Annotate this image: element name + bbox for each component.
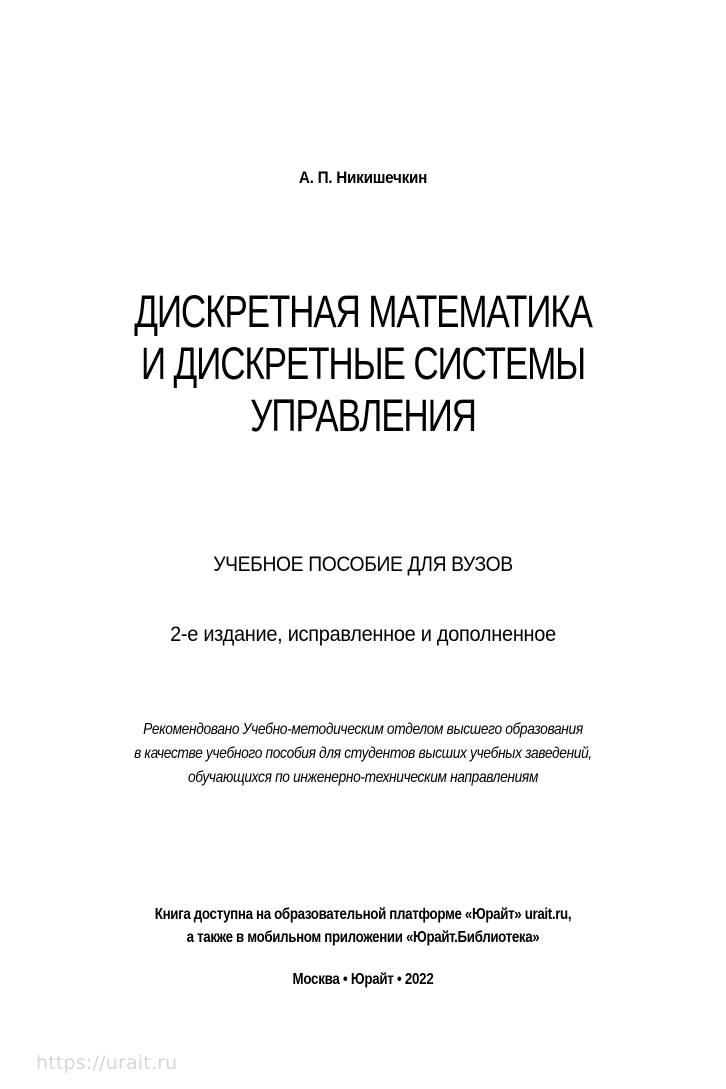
book-title-line-2: И ДИСКРЕТНЫЕ СИСТЕМЫ — [140, 338, 586, 389]
book-title — [80, 286, 646, 442]
platform-availability — [51, 903, 675, 949]
book-subtitle: УЧЕБНОЕ ПОСОБИЕ ДЛЯ ВУЗОВ — [213, 553, 513, 576]
recommendation-line-2: в качестве учебного пособия для студентов высших учебных заведений, — [134, 745, 592, 762]
platform-line-2: а также в мобильном приложении «Юрайт.Библиотека» — [186, 929, 540, 946]
recommendation-line-1: Рекомендовано Учебно-методическим отделом высшего образования — [143, 721, 583, 738]
publisher-imprint: Москва • Юрайт • 2022 — [292, 971, 434, 988]
platform-line-1: Книга доступна на образовательной платформе «Юрайт» urait.ru, — [154, 906, 572, 923]
author-name: А. П. Никишечкин — [298, 168, 428, 187]
book-title-line-3: УПРАВЛЕНИЯ — [250, 390, 476, 441]
recommendation-line-3: обучающихся по инженерно-техническим направлениям — [187, 769, 539, 786]
edition-note: 2-е издание, исправленное и дополненное — [170, 623, 556, 646]
recommendation-text — [51, 718, 675, 790]
source-watermark: https://urait.ru — [36, 1052, 178, 1074]
book-title-line-1: ДИСКРЕТНАЯ МАТЕМАТИКА — [134, 286, 592, 337]
